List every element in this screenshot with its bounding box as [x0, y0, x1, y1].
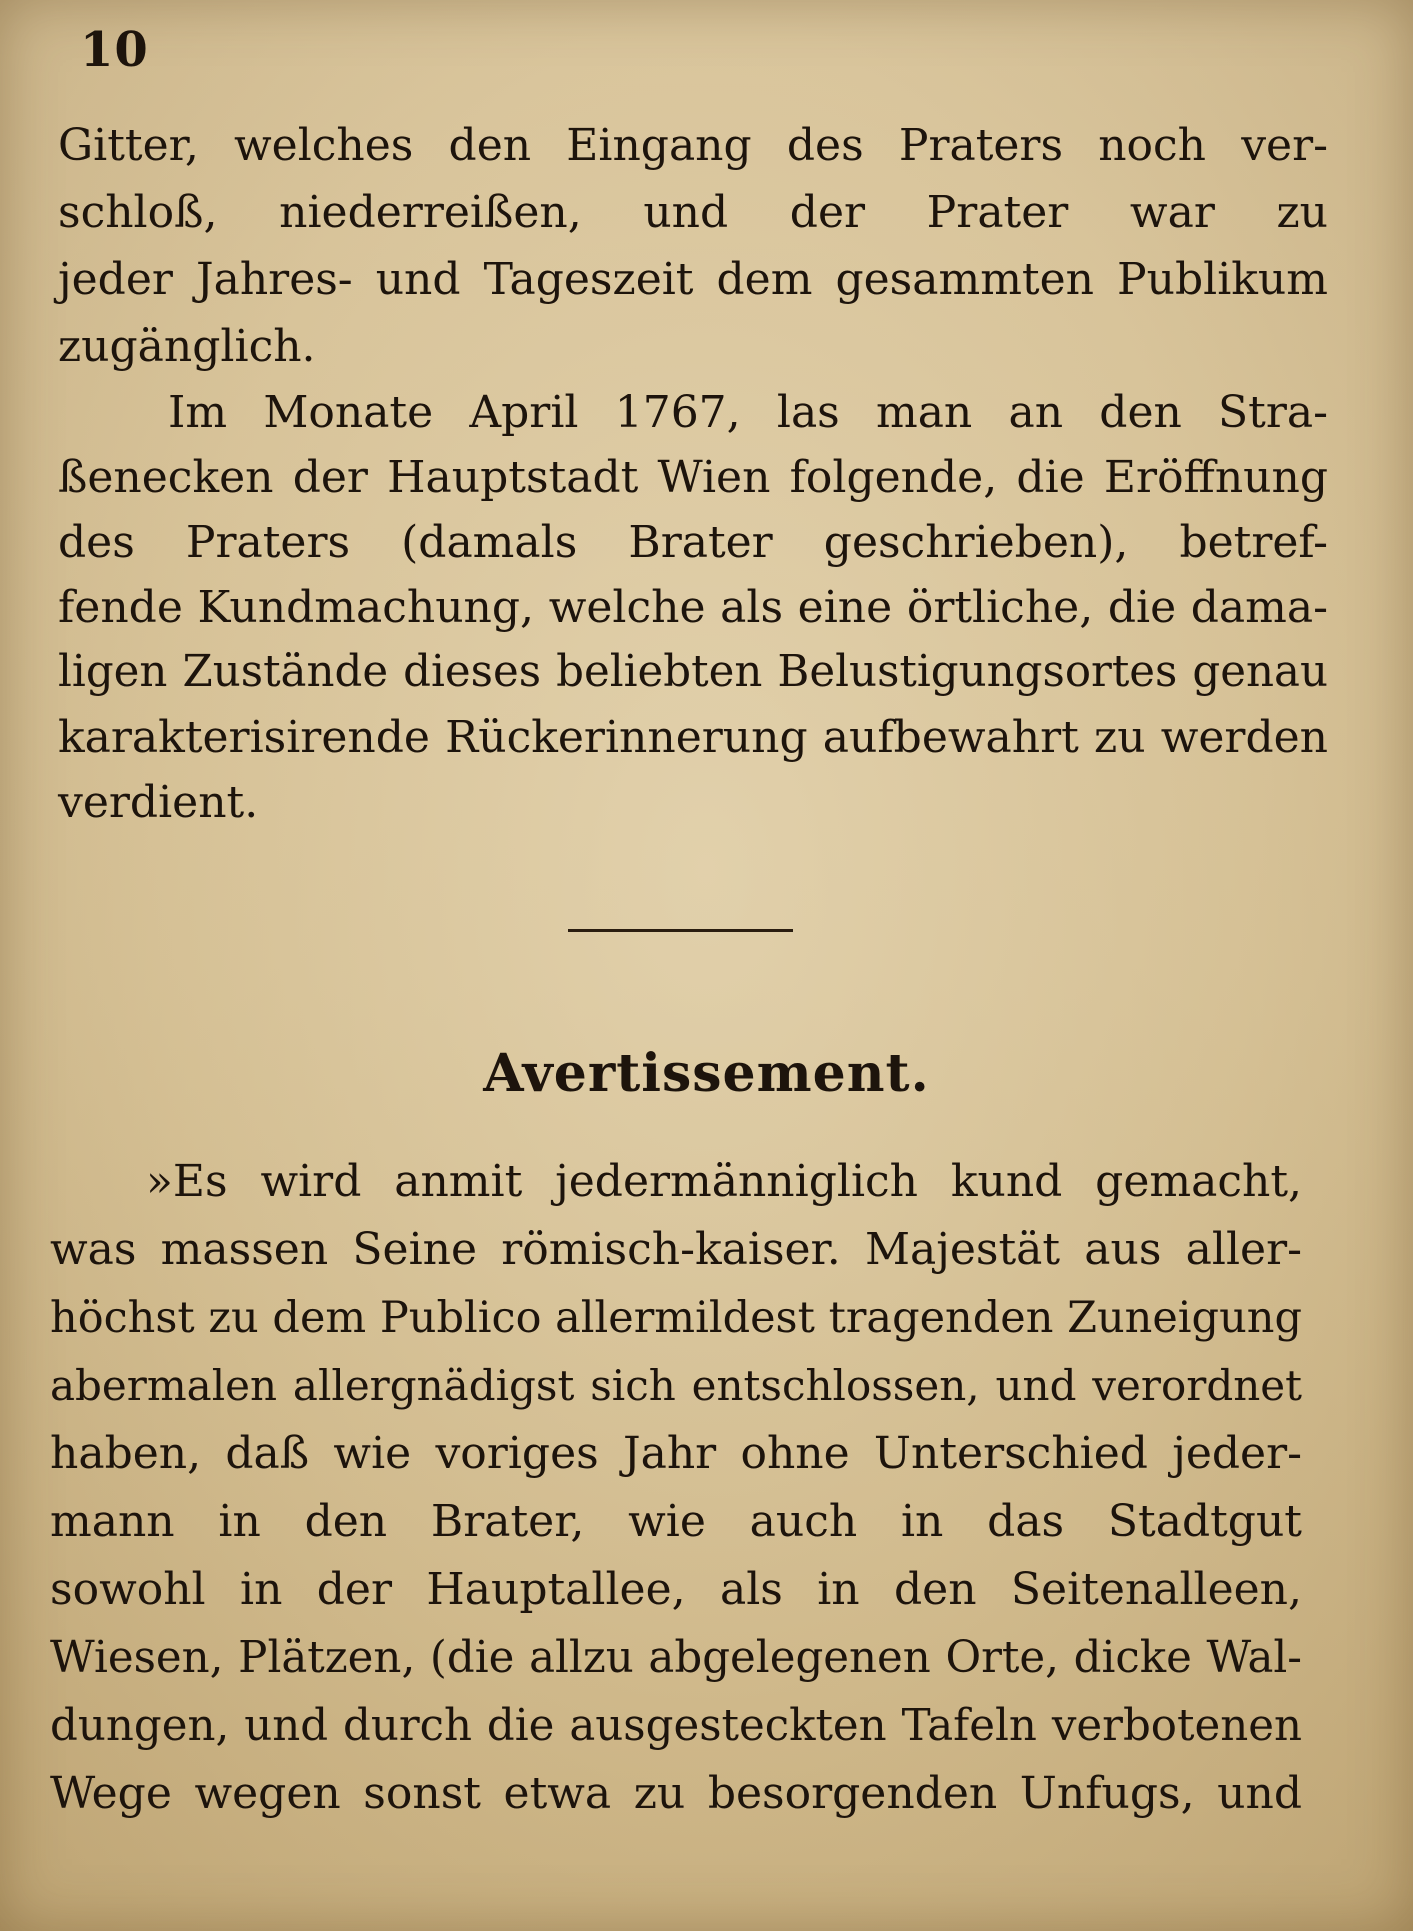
text-line: fende Kundmachung, welche als eine örtliche, die dama-	[58, 582, 1328, 633]
text-line: mann in den Brater, wie auch in das Stadtgut	[50, 1496, 1302, 1547]
section-heading: Avertissement.	[483, 1043, 930, 1104]
text-line: schloß, niederreißen, und der Prater war zu	[58, 187, 1328, 238]
text-line: Wege wegen sonst etwa zu besorgenden Unfugs, und	[50, 1768, 1302, 1819]
text-line: des Praters (damals Brater geschrieben), betref-	[58, 517, 1328, 568]
text-line: sowohl in der Hauptallee, als in den Seitenalleen,	[50, 1564, 1302, 1615]
paragraph-3	[50, 1148, 1302, 1828]
text-line: höchst zu dem Publico allermildest tragenden Zuneigung	[50, 1293, 1302, 1343]
text-line: was massen Seine römisch-kaiser. Majestät aus aller-	[50, 1224, 1302, 1275]
text-line: Im Monate April 1767, las man an den Stra-	[168, 387, 1328, 438]
section-divider	[568, 929, 793, 932]
text-line: haben, daß wie voriges Jahr ohne Unterschied jeder-	[50, 1428, 1302, 1479]
text-line: »Es wird anmit jedermänniglich kund gemacht,	[146, 1156, 1302, 1207]
text-line: Gitter, welches den Eingang des Praters noch ver-	[58, 120, 1328, 171]
text-line: jeder Jahres- und Tageszeit dem gesammten Publikum	[58, 254, 1328, 305]
text-line: karakterisirende Rückerinnerung aufbewahrt zu werden	[58, 712, 1328, 763]
page-number: 10	[80, 22, 149, 78]
text-line: dungen, und durch die ausgesteckten Tafeln verbotenen	[50, 1701, 1302, 1751]
paragraph-2	[58, 380, 1328, 835]
text-line: abermalen allergnädigst sich entschlossen, und verordnet	[50, 1361, 1302, 1410]
text-line: Wiesen, Plätzen, (die allzu abgelegenen Orte, dicke Wal-	[50, 1633, 1302, 1683]
text-line: zugänglich.	[58, 321, 316, 372]
paragraph-1	[58, 112, 1328, 380]
text-line: ligen Zustände dieses beliebten Belustigungsortes genau	[58, 647, 1328, 697]
text-line: verdient.	[58, 777, 259, 828]
text-line: ßenecken der Hauptstadt Wien folgende, die Eröffnung	[58, 452, 1328, 503]
